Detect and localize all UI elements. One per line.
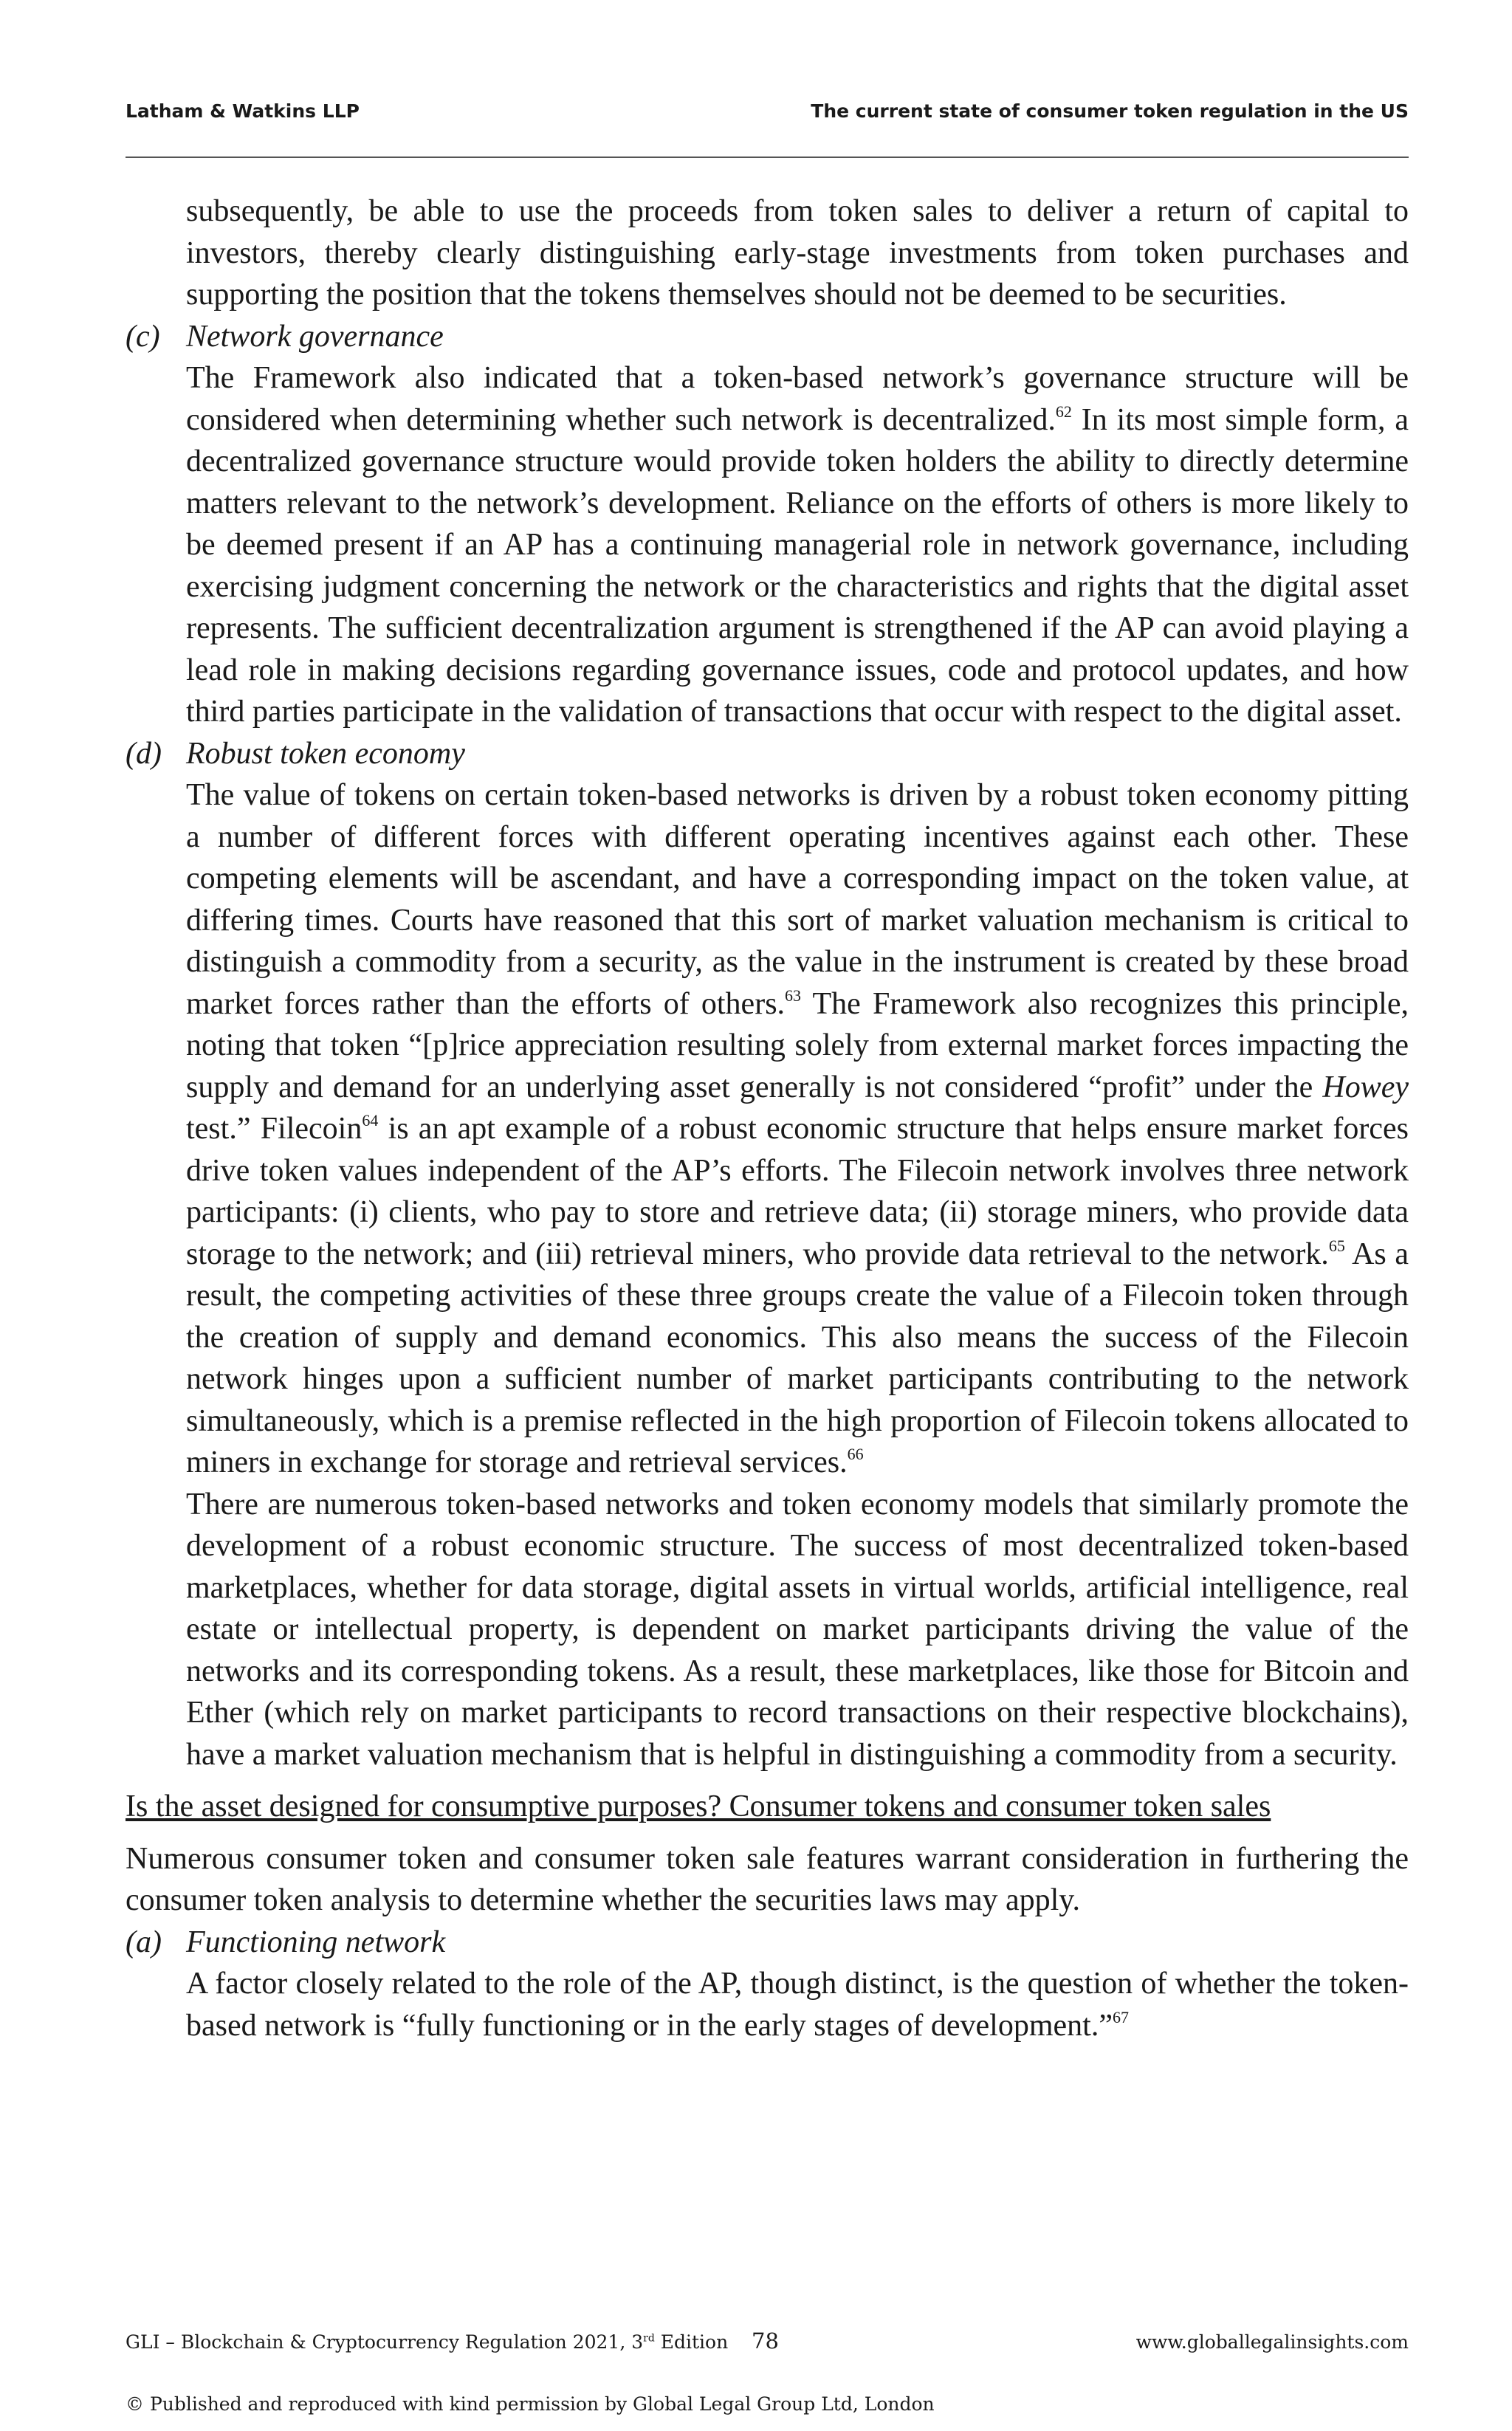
footnote-ref-64[interactable]: 64 (362, 1111, 379, 1129)
text-run: test.” Filecoin (186, 1112, 362, 1146)
text-run: In its most simple form, a decentralized governance structure would provide token holders the ability to directly determine matters relevant to the network’s development. Reliance on the efforts of others is more likely to be deemed present if an AP has a continuing managerial role in network governance, including exercising judgment concerning the network or the characteristics and rights that the digital asset represents. The sufficient decentralization argument is strengthened if the AP can avoid playing a lead role in making decisions regarding governance issues, code and protocol updates, and how third parties participate in the validation of transactions that occur with respect to the digital asset. (186, 402, 1409, 729)
header-firm: Latham & Watkins LLP (126, 100, 360, 122)
item-a-label: (a) (126, 1925, 162, 1959)
text-run: As a result, the competing activities of these three groups create the value of a Filecoin token through the creation of supply and demand economics. This also means the success of the Filecoin network hinges upon a sufficient number of market participants contributing to the network simultaneously, which is a premise reflected in the high proportion of Filecoin tokens allocated to miners in exchange for storage and retrieval services. (186, 1237, 1409, 1479)
footer-pub-sup: rd (643, 2332, 655, 2345)
item-c-title: Network governance (186, 319, 444, 354)
item-a-title: Functioning network (186, 1925, 446, 1959)
text-run: The Framework also indicated that a token-based network’s governance structure will be considered when determining whether such network is decentralized. (186, 361, 1409, 437)
section-heading: Is the asset designed for consumptive purposes? Consumer tokens and consumer token sales (126, 1789, 1271, 1823)
section-lead-paragraph: Numerous consumer token and consumer token sale features warrant consideration in furthering the consumer token analysis to determine whether the securities laws may apply. (126, 1841, 1409, 1917)
text-run: is an apt example of a robust economic structure that helps ensure market forces drive token values independent of the AP’s efforts. The Filecoin network involves three network participants: (i) clients, who pay to store and retrieve data; (ii) storage miners, who provide data storage to the network; and (iii) retrieval miners, who provide data retrieval to the network. (186, 1112, 1409, 1271)
header-title: The current state of consumer token regulation in the US (811, 100, 1409, 122)
item-c-paragraph (126, 357, 1409, 733)
copyright-notice: © Published and reproduced with kind permission by Global Legal Group Ltd, London (126, 2393, 935, 2415)
text-run: A factor closely related to the role of the AP, though distinct, is the question of whether the token-based network is “fully functioning or in the early stages of development.” (186, 1967, 1409, 2043)
page-body (126, 190, 1409, 2046)
item-a-heading (126, 1922, 1409, 1964)
text-run: The Framework also recognizes this principle, noting that token “[p]rice appreciation resulting solely from external market forces impacting the supply and demand for an underlying asset generally is not considered “profit” under the (186, 986, 1409, 1104)
item-a-paragraph (126, 1963, 1409, 2046)
item-d-heading (126, 733, 1409, 775)
footnote-ref-63[interactable]: 63 (785, 986, 802, 1005)
footer-website[interactable]: www.globallegalinsights.com (1135, 2331, 1409, 2353)
item-d-paragraph-1 (126, 774, 1409, 1484)
page-number: 78 (752, 2328, 779, 2353)
item-d-paragraph-2: There are numerous token-based networks and token economy models that similarly promote the development of a robust economic structure. The success of most decentralized token-based marketplaces, whether for data storage, digital assets in virtual worlds, artificial intelligence, real estate or intellectual property, is dependent on market participants driving the value of the networks and its corresponding tokens. As a result, these marketplaces, like those for Bitcoin and Ether (which rely on market participants to record transactions on their respective blockchains), have a market valuation mechanism that is helpful in distinguishing a commodity from a security. (186, 1487, 1409, 1772)
case-name: Howey (1322, 1070, 1409, 1104)
footer-publication (126, 2331, 728, 2353)
text-run: The value of tokens on certain token-based networks is driven by a robust token economy pitting a number of different forces with different operating incentives against each other. These competing elements will be ascendant, and have a corresponding impact on the token value, at differing times. Courts have reasoned that this sort of market valuation mechanism is critical to distinguish a commodity from a security, as the value in the instrument is created by these broad market forces rather than the efforts of others. (186, 778, 1409, 1021)
item-d-title: Robust token economy (186, 736, 465, 771)
footnote-ref-67[interactable]: 67 (1112, 2007, 1129, 2026)
footnote-ref-62[interactable]: 62 (1055, 402, 1072, 421)
continued-paragraph: subsequently, be able to use the proceeds from token sales to deliver a return of capital to investors, thereby clearly distinguishing early-stage investments from token purchases and supporting the position that the tokens themselves should not be deemed to be securities. (186, 194, 1409, 312)
footer-pub-end: Edition (654, 2331, 729, 2353)
item-d-label: (d) (126, 736, 162, 771)
footer-pub-text: GLI – Blockchain & Cryptocurrency Regulation 2021, 3 (126, 2331, 644, 2353)
footnote-ref-65[interactable]: 65 (1328, 1236, 1345, 1255)
running-header (126, 94, 1409, 158)
item-c-heading (126, 316, 1409, 358)
footnote-ref-66[interactable]: 66 (847, 1445, 864, 1463)
item-c-label: (c) (126, 319, 160, 354)
